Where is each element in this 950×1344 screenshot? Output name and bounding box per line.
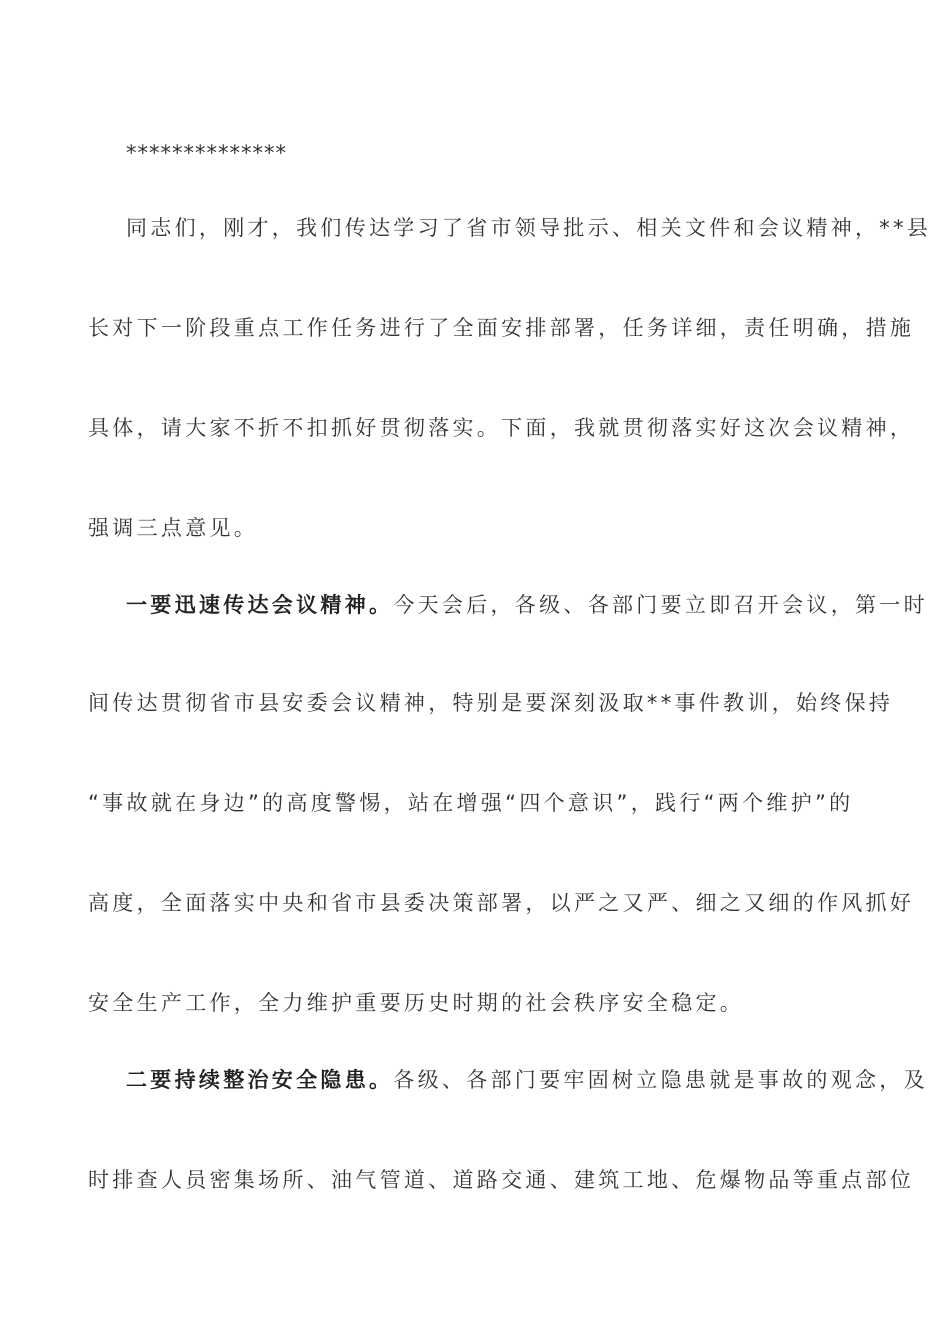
intro-line: 同志们，刚才，我们传达学习了省市领导批示、相关文件和会议精神，**县 (126, 216, 932, 240)
point2-text: 各级、各部门要牢固树立隐患就是事故的观念，及 (393, 1068, 928, 1092)
point2-heading: 二要持续整治安全隐患。 (126, 1068, 394, 1092)
point1-line: “事故就在身边”的高度警惕，站在增强“四个意识”，践行“两个维护”的 (88, 791, 854, 815)
point2-first-line (126, 1068, 928, 1092)
point1-first-line (126, 593, 928, 617)
point1-text: 今天会后，各级、各部门要立即召开会议，第一时 (393, 593, 928, 617)
point1-line: 安全生产工作，全力维护重要历史时期的社会秩序安全稳定。 (88, 991, 745, 1015)
intro-line: 强调三点意见。 (88, 516, 259, 540)
point1-heading: 一要迅速传达会议精神。 (126, 593, 394, 617)
point1-line: 高度，全面落实中央和省市县委决策部署，以严之又严、细之又细的作风抓好 (88, 891, 915, 915)
intro-line: 具体，请大家不折不扣抓好贯彻落实。下面，我就贯彻落实好这次会议精神， (88, 416, 915, 440)
intro-line: 长对下一阶段重点工作任务进行了全面安排部署，任务详细，责任明确，措施 (88, 316, 915, 340)
header-mask: ************** (126, 141, 287, 165)
point1-line: 间传达贯彻省市县安委会议精神，特别是要深刻汲取**事件教训，始终保持 (88, 691, 894, 715)
point2-line: 时排查人员密集场所、油气管道、道路交通、建筑工地、危爆物品等重点部位 (88, 1168, 915, 1192)
